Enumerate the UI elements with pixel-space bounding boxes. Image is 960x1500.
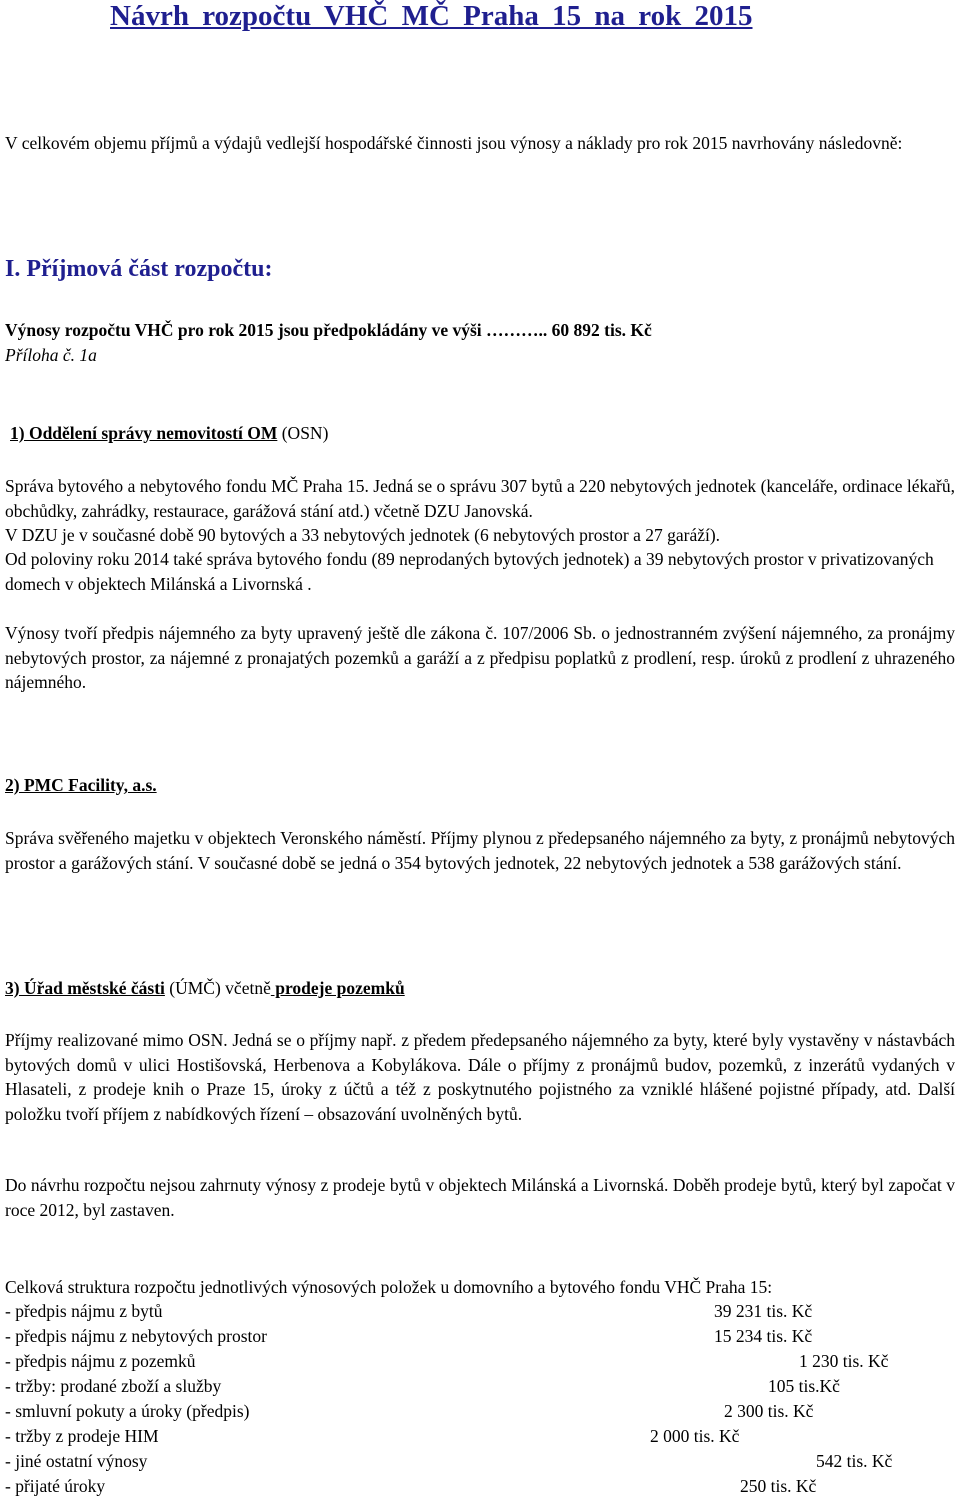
subsection-2-paragraph: Správa svěřeného majetku v objektech Veronského náměstí. Příjmy plynou z předepsaného nájemného za byty, z pronájmů nebytových prostor a garážových stání. V současné době se jedná o 354 bytových jednotek, 22 nebytových jednotek a 538 garážových stání. — [5, 828, 955, 873]
section-heading-income: I. Příjmová část rozpočtu: — [5, 256, 273, 282]
subsection-1-title: 1) Oddělení správy nemovitostí OM — [10, 423, 278, 443]
structure-item — [5, 1299, 162, 1324]
subsection-3-paragraph-2: Do návrhu rozpočtu nejsou zahrnuty výnosy z prodeje bytů v objektech Milánská a Livornská. Doběh prodeje bytů, který byl započat v roce 2012, byl zastaven. — [5, 1175, 955, 1220]
subsection-3-paragraph-1: Příjmy realizované mimo OSN. Jedná se o příjmy např. z předem předepsaného nájemného za byty, které byly vystavěny v nástavbách bytových domů v ulici Hostišovská, Herbenova a Kobylákova. Dále o příjmy z pronájmů budov, pozemků, z inzerátů vydaných v Hlasateli, z prodeje knih o Praze 15, úroky z účtů a též z poskytnutého pojistného za vzniklé hlášené pojistné případy, atd. Další položku tvoří příjem z nabídkových řízení – obsazování uvolněných bytů. — [5, 1030, 955, 1124]
subsection-2-heading: 2) PMC Facility, a.s. — [5, 775, 157, 795]
structure-intro: Celková struktura rozpočtu jednotlivých výnosových položek u domovního a bytového fondu VHČ Praha 15: — [5, 1277, 773, 1297]
subsection-1-paragraph-4: Výnosy tvoří předpis nájemného za byty upravený ještě dle zákona č. 107/2006 Sb. o jednostranném zvýšení nájemného, za pronájmy nebytových prostor, za nájemné z pronajatých pozemků a garáží a z předpisu poplatků z prodlení, resp. úroků z prodlení z uhrazeného nájemného. — [5, 623, 955, 692]
structure-item — [5, 1399, 249, 1424]
document-title: Návrh rozpočtu VHČ MČ Praha 15 na rok 2015 — [110, 0, 753, 32]
structure-item — [5, 1374, 221, 1399]
subsection-1-paragraph-3: Od poloviny roku 2014 také správa bytového fondu (89 neprodaných bytových jednotek) a 39 nebytových prostor v privatizovaných domech v objektech Milánská a Livornská . — [5, 549, 934, 594]
subsection-3-title: 3) Úřad městské části — [5, 978, 165, 998]
structure-item — [5, 1449, 147, 1474]
subsection-1-heading — [10, 421, 960, 446]
subsection-3-heading — [5, 976, 955, 1001]
structure-item-label: - předpis nájmu z nebytových prostor — [5, 1326, 267, 1346]
structure-item-label: - tržby z prodeje HIM — [5, 1426, 159, 1446]
structure-item-value: 250 tis. Kč — [740, 1476, 817, 1496]
structure-item-label: - přijaté úroky — [5, 1476, 106, 1496]
structure-item — [5, 1349, 196, 1374]
intro-paragraph: V celkovém objemu příjmů a výdajů vedlejší hospodářské činnosti jsou výnosy a náklady pro rok 2015 navrhovány následovně: — [5, 133, 903, 153]
structure-item-label: - smluvní pokuty a úroky (předpis) — [5, 1401, 250, 1421]
structure-item-value: 1 230 tis. Kč — [799, 1351, 889, 1371]
subsection-1-paragraph-1: Správa bytového a nebytového fondu MČ Praha 15. Jedná se o správu 307 bytů a 220 nebytových jednotek (kanceláře, ordinace lékařů, obchůdky, zahrádky, restaurace, garážová stání atd.) včetně DZU Janovská. — [5, 476, 955, 521]
structure-item — [5, 1474, 105, 1499]
structure-item-label: - jiné ostatní výnosy — [5, 1451, 148, 1471]
structure-item-label: - předpis nájmu z pozemků — [5, 1351, 196, 1371]
structure-item-label: - tržby: prodané zboží a služby — [5, 1376, 222, 1396]
structure-item-value: 15 234 tis. Kč — [714, 1326, 813, 1346]
structure-item-value: 542 tis. Kč — [816, 1451, 893, 1471]
structure-item-value: 39 231 tis. Kč — [714, 1301, 813, 1321]
subsection-1-paragraph-2: V DZU je v současné době 90 bytových a 33 nebytových jednotek (6 nebytových prostor a 27 garáží). — [5, 525, 721, 545]
structure-item — [5, 1324, 267, 1349]
structure-item-value: 105 tis.Kč — [768, 1376, 840, 1396]
subsection-1-abbrev: (OSN) — [277, 423, 329, 443]
structure-item-value: 2 300 tis. Kč — [724, 1401, 814, 1421]
structure-item-label: - předpis nájmu z bytů — [5, 1301, 163, 1321]
subsection-3-abbrev: (ÚMČ) včetně — [164, 978, 271, 998]
structure-item-value: 2 000 tis. Kč — [650, 1426, 740, 1446]
attachment-reference: Příloha č. 1a — [5, 345, 97, 365]
subsection-3-land-sale: prodeje pozemků — [270, 978, 405, 998]
structure-item — [5, 1424, 159, 1449]
revenue-total-line: Výnosy rozpočtu VHČ pro rok 2015 jsou předpokládány ve výši ……….. 60 892 tis. Kč — [5, 320, 652, 340]
